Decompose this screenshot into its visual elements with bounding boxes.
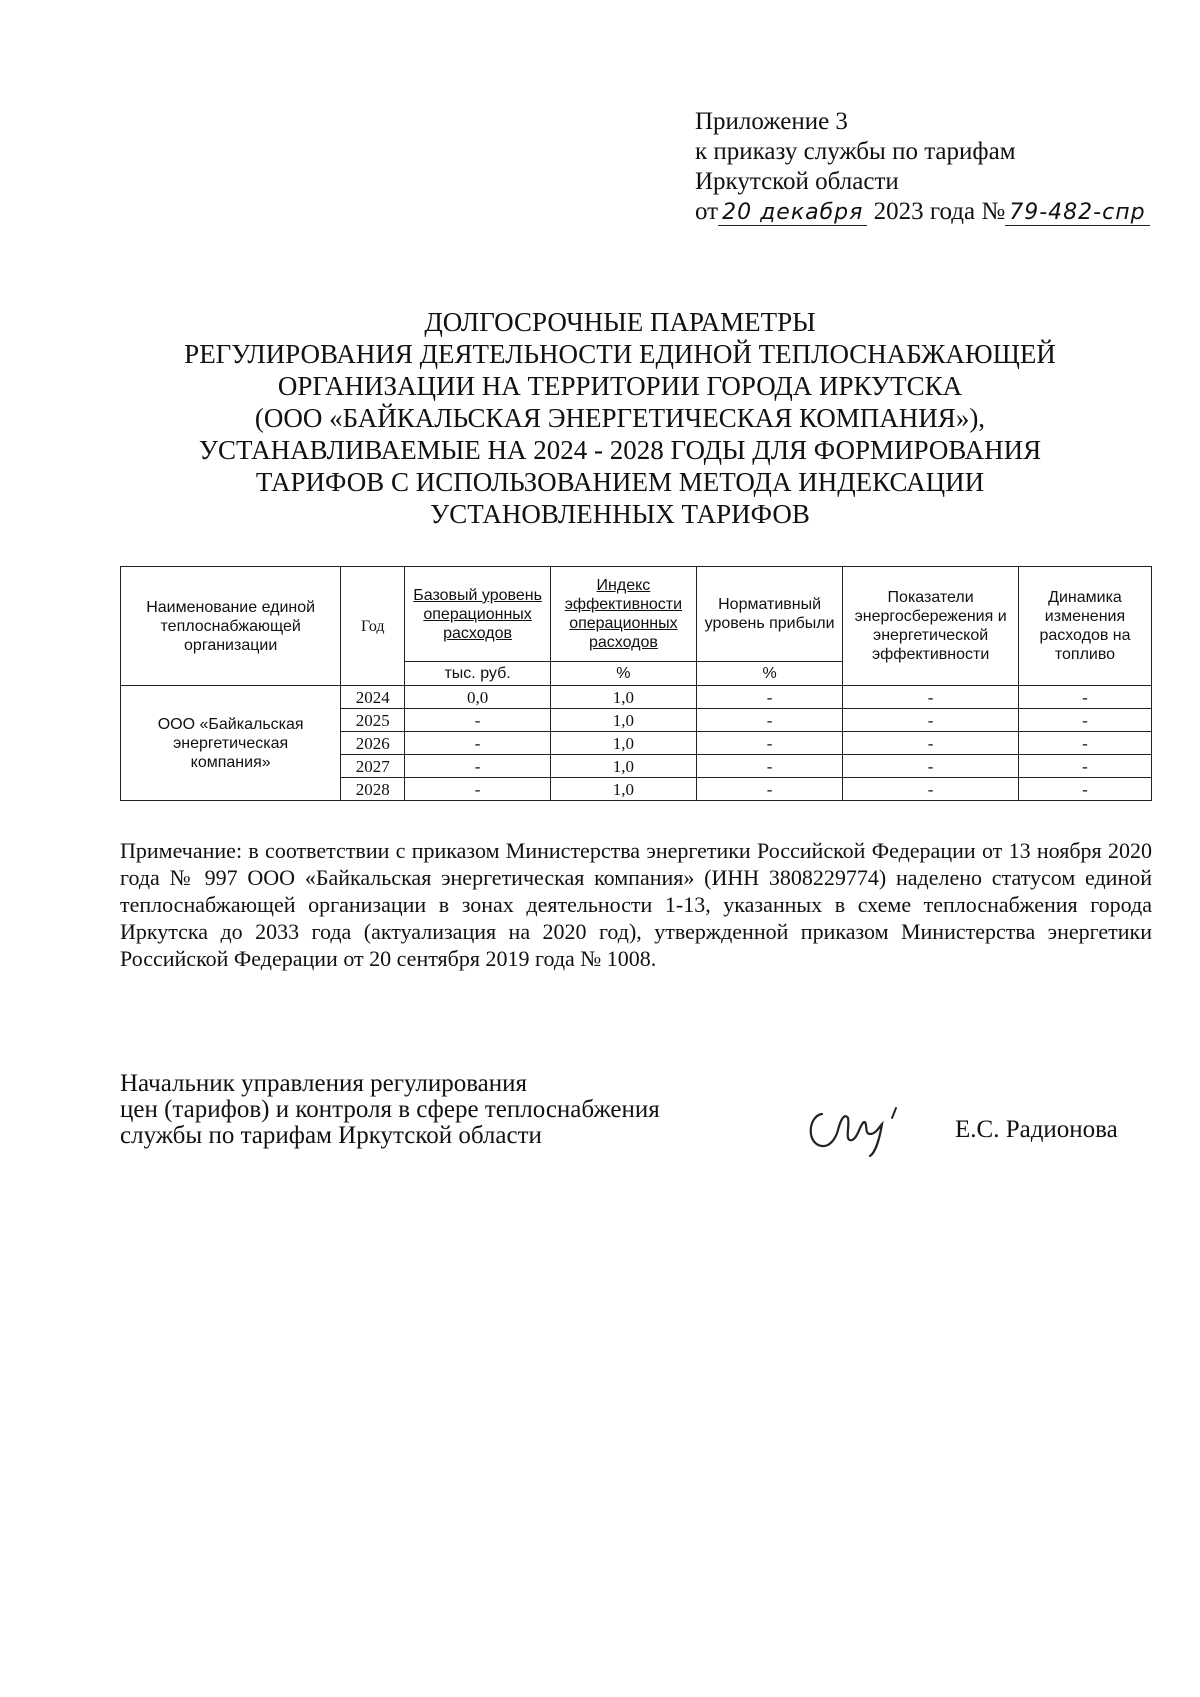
unit-index: %: [550, 662, 696, 686]
row-base: -: [405, 778, 551, 801]
position-line: службы по тарифам Иркутской области: [120, 1122, 542, 1149]
title-line: (ООО «БАЙКАЛЬСКАЯ ЭНЕРГЕТИЧЕСКАЯ КОМПАНИЯ»),: [254, 403, 986, 433]
signatory-position: [120, 1071, 660, 1149]
header-normative-profit: Нормативный уровень прибыли: [696, 567, 842, 662]
appendix-date-line: [695, 197, 1150, 227]
row-base: -: [405, 732, 551, 755]
appendix-region: Иркутской области: [695, 168, 899, 195]
row-indicators: -: [843, 778, 1019, 801]
unit-base: тыс. руб.: [405, 662, 551, 686]
header-year: Год: [341, 567, 405, 686]
title-line: ДОЛГОСРОЧНЫЕ ПАРАМЕТРЫ: [424, 307, 816, 337]
table-header-row: [121, 567, 1152, 662]
header-fuel-dynamics: Динамика изменения расходов на топливо: [1018, 567, 1151, 686]
appendix-block: [695, 107, 1150, 227]
unit-norm: %: [696, 662, 842, 686]
row-base: -: [405, 755, 551, 778]
row-norm: -: [696, 686, 842, 709]
note-paragraph: [120, 837, 1152, 972]
note-text: Примечание: в соответствии с приказом Министерства энергетики Российской Федерации от 13 ноября 2020 года № 997 ООО «Байкальская энергетическая компания» (ИНН 3808229774) наделено статусом единой теплоснабжающей организации в зонах деятельности 1-13, указанных в схеме теплоснабжения города Иркутска до 2033 года (актуализация на 2020 год), утвержденной приказом Министерства энергетики Российской Федерации от 20 сентября 2019 года № 1008.: [120, 838, 1152, 971]
title-line: УСТАНОВЛЕННЫХ ТАРИФОВ: [430, 499, 810, 529]
row-norm: -: [696, 755, 842, 778]
row-norm: -: [696, 778, 842, 801]
signer-name: Е.С. Радионова: [955, 1116, 1118, 1143]
row-dynamics: -: [1018, 755, 1151, 778]
row-norm: -: [696, 732, 842, 755]
title-line: ОРГАНИЗАЦИИ НА ТЕРРИТОРИИ ГОРОДА ИРКУТСКА: [277, 371, 963, 401]
position-line: Начальник управления регулирования: [120, 1070, 528, 1097]
row-index: 1,0: [550, 778, 696, 801]
row-indicators: -: [843, 755, 1019, 778]
parameters-table: [120, 566, 1152, 801]
row-year: 2027: [341, 755, 405, 778]
row-year: 2025: [341, 709, 405, 732]
handwritten-order-number: 79-482-спр: [1005, 201, 1149, 226]
title-line: УСТАНАВЛИВАЕМЫЕ НА 2024 - 2028 ГОДЫ ДЛЯ ФОРМИРОВАНИЯ: [198, 435, 1042, 465]
year-text: 2023 года №: [873, 198, 1006, 225]
organization-cell: ООО «Байкальская энергетическая компания»: [121, 686, 341, 801]
document-title: [160, 306, 1080, 530]
title-line: ТАРИФОВ С ИСПОЛЬЗОВАНИЕМ МЕТОДА ИНДЕКСАЦИИ: [255, 467, 985, 497]
row-dynamics: -: [1018, 709, 1151, 732]
row-indicators: -: [843, 709, 1019, 732]
appendix-order-ref: к приказу службы по тарифам: [695, 138, 1016, 165]
handwritten-date: 20 декабря: [718, 201, 867, 226]
row-base: 0,0: [405, 686, 551, 709]
row-indicators: -: [843, 686, 1019, 709]
row-index: 1,0: [550, 686, 696, 709]
table-row: [121, 686, 1152, 709]
row-dynamics: -: [1018, 732, 1151, 755]
header-organization-name: Наименование единой теплоснабжающей организации: [121, 567, 341, 686]
row-year: 2024: [341, 686, 405, 709]
row-index: 1,0: [550, 732, 696, 755]
row-indicators: -: [843, 732, 1019, 755]
row-dynamics: -: [1018, 686, 1151, 709]
row-base: -: [405, 709, 551, 732]
row-dynamics: -: [1018, 778, 1151, 801]
row-norm: -: [696, 709, 842, 732]
header-base-level: Базовый уровень операционных расходов: [405, 567, 551, 662]
row-year: 2026: [341, 732, 405, 755]
row-index: 1,0: [550, 709, 696, 732]
row-year: 2028: [341, 778, 405, 801]
appendix-title: Приложение 3: [695, 108, 848, 135]
row-index: 1,0: [550, 755, 696, 778]
title-line: РЕГУЛИРОВАНИЯ ДЕЯТЕЛЬНОСТИ ЕДИНОЙ ТЕПЛОСНАБЖАЮЩЕЙ: [184, 339, 1056, 369]
header-efficiency-index: Индекс эффективности операционных расходов: [550, 567, 696, 662]
header-energy-indicators: Показатели энергосбережения и энергетической эффективности: [843, 567, 1019, 686]
date-prefix: от: [695, 198, 719, 225]
position-line: цен (тарифов) и контроля в сфере теплоснабжения: [120, 1096, 660, 1123]
handwritten-signature: [800, 1094, 910, 1164]
